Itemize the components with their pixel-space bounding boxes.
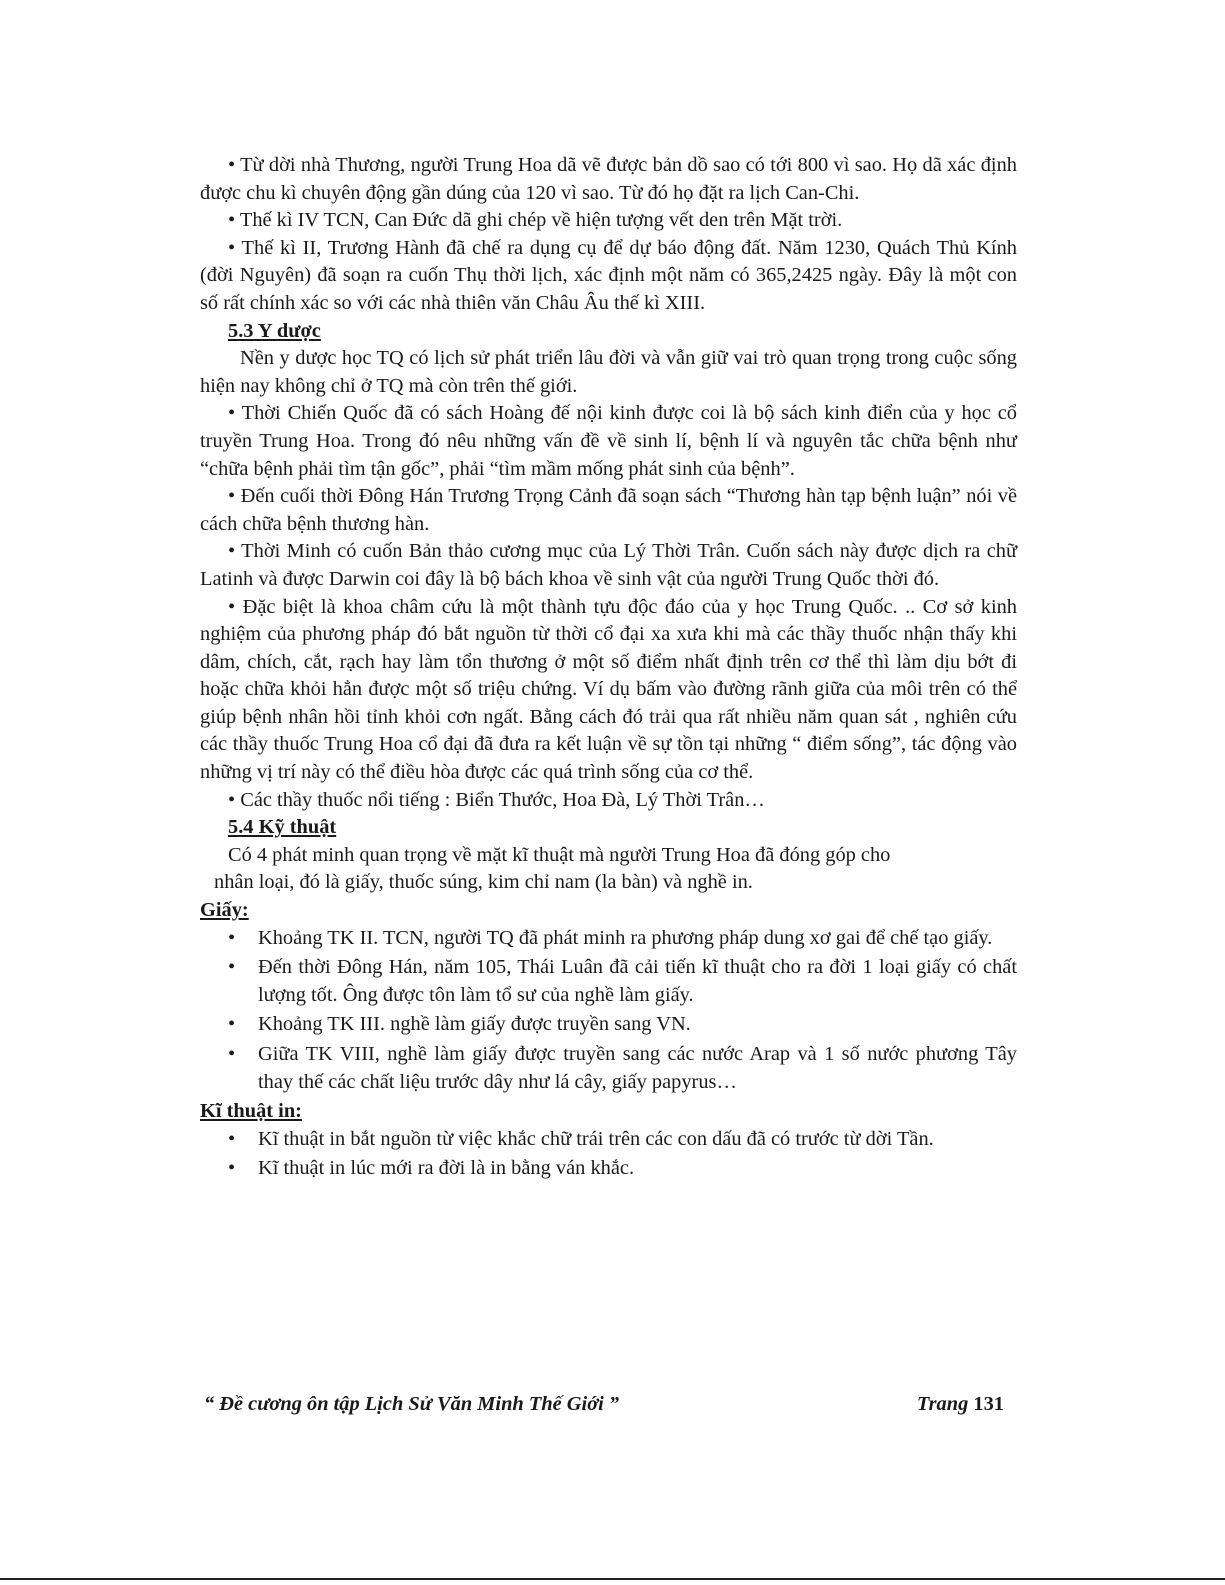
paragraph-medicine-intro: Nền y dược học TQ có lịch sử phát triển lâu đời và vẫn giữ vai trò quan trọng trong cuộc sống hiện nay không chỉ ở TQ mà còn trên thế giới. (200, 347, 1017, 397)
list-item-text: Khoảng TK II. TCN, người TQ đã phát minh ra phương pháp dung xơ gai để chế tạo giấy. (258, 926, 993, 949)
subheading-printing: Kĩ thuật in: (200, 1100, 302, 1123)
section-heading-technology: 5.4 Kỹ thuật (228, 816, 337, 839)
paragraph-astronomy-2 (200, 207, 1017, 235)
page-number (917, 1393, 1004, 1416)
bullet-mark: • (228, 926, 236, 949)
page-bottom-rule (0, 1578, 1225, 1580)
list-item (200, 954, 1017, 1009)
list-item-text: Kĩ thuật in bắt nguồn từ việc khắc chữ trái trên các con dấu đã có trước từ dời Tần. (258, 1127, 934, 1150)
bullet-mark: • (228, 956, 236, 979)
paragraph-medicine-1 (200, 400, 1017, 483)
bullet-mark: • (228, 236, 236, 259)
paragraph-line: Có 4 phát minh quan trọng về mặt kĩ thuật mà người Trung Hoa đã đóng góp cho (228, 843, 891, 866)
bullet-mark: • (228, 402, 236, 425)
page-label: Trang (916, 1393, 969, 1415)
paragraph-astronomy-3 (200, 235, 1017, 318)
document-body (200, 152, 1017, 1185)
page-number-value: 131 (973, 1393, 1004, 1415)
bullet-mark: • (228, 788, 236, 811)
paragraph-medicine-3 (200, 538, 1017, 593)
paragraph-line: nhân loại, đó là giấy, thuốc súng, kim chỉ nam (la bàn) và nghề in. (214, 871, 753, 894)
paragraph-astronomy-1 (200, 152, 1017, 207)
list-item (200, 1011, 1017, 1039)
paragraph-text: Thời Minh có cuốn Bản thảo cương mục của Lý Thời Trân. Cuốn sách này được dịch ra chữ Latinh và được Darwin coi đây là bộ bách khoa về sinh vật của người Trung Quốc thời đó. (200, 540, 1018, 590)
paragraph-medicine-5 (200, 787, 1017, 815)
paragraph-text: Đến cuối thời Đông Hán Trương Trọng Cảnh đã soạn sách “Thương hàn tạp bệnh luận” nói về cách chữa bệnh thương hàn. (200, 485, 1017, 535)
list-item (200, 1155, 1017, 1183)
bullet-mark: • (228, 1013, 236, 1036)
paragraph-text: Các thầy thuốc nổi tiếng : Biển Thước, Hoa Đà, Lý Thời Trân… (240, 788, 765, 811)
paragraph-text: Từ dời nhà Thương, người Trung Hoa dã vẽ được bản dồ sao có tới 800 vì sao. Họ dã xác định được chu kì chuyên động gần dúng của 120 vì sao. Từ đó họ đặt ra lịch Can-Chi. (200, 154, 1017, 204)
bullet-mark: • (228, 209, 236, 232)
bullet-mark: • (228, 1043, 236, 1065)
printing-list (200, 1126, 1017, 1183)
section-heading-medicine: 5.3 Y dược (228, 319, 321, 342)
list-item-text: Khoảng TK III. nghề làm giấy được truyền sang VN. (258, 1013, 691, 1036)
paragraph-text: Thời Chiến Quốc đã có sách Hoàng đế nội kinh được coi là bộ sách kinh điển của y học cổ truyền Trung Hoa. Trong đó nêu những vấn đề về sinh lí, bệnh lí và nguyên tắc chữa bệnh như “chữa bệnh phải tìm tận gốc”, phải “tìm mầm mống phát sinh của bệnh”. (200, 402, 1017, 480)
paragraph-text: Đặc biệt là khoa châm cứu là một thành tựu độc đáo của y học Trung Quốc. .. Cơ sở kinh nghiệm của phương pháp đó bắt nguồn từ thời cổ đại xa xưa khi mà các thầy thuốc nhận thấy khi dâm, chích, cắt, rạch hay làm tổn thương ở một số điểm nhất định trên cơ thể thì làm dịu bớt đi hoặc chữa khỏi hẳn được một số triệu chứng. Ví dụ bấm vào đường rãnh giữa của môi trên có thể giúp bệnh nhân hồi tỉnh khỏi cơn ngất. Bằng cách đó trải qua rất nhiều năm quan sát , nghiên cứu các thầy thuốc Trung Hoa cổ đại đã đưa ra kết luận về sự tồn tại những “ điểm sống”, tác động vào những vị trí này có thể điều hòa được các quá trình sống của cơ thể. (200, 595, 1017, 784)
list-item (200, 925, 1017, 953)
footer-title: “ Đề cương ôn tập Lịch Sử Văn Minh Thế Giới ” (204, 1393, 620, 1415)
bullet-mark: • (228, 485, 236, 508)
list-item (200, 1126, 1017, 1154)
bullet-mark: • (228, 1157, 236, 1180)
bullet-mark: • (228, 540, 236, 563)
paragraph-medicine-2 (200, 483, 1017, 538)
page-footer (204, 1393, 1004, 1416)
list-item-text: Kĩ thuật in lúc mới ra đời là in bằng ván khắc. (258, 1157, 635, 1180)
subheading-paper: Giấy: (200, 899, 249, 922)
list-item-text: Đến thời Đông Hán, năm 105, Thái Luân đã cải tiến kĩ thuật cho ra đời 1 loại giấy có chất lượng tốt. Ông được tôn làm tổ sư của nghề làm giấy. (258, 956, 1017, 1006)
paper-list (200, 925, 1017, 1097)
list-item (200, 1041, 1017, 1096)
list-item-text: Giữa TK VIII, nghề làm giấy được truyền sang các nước Arap và 1 số nước phương Tây thay thế các chất liệu trước dây như lá cây, giấy papyrus… (258, 1043, 1017, 1093)
paragraph-medicine-4 (200, 594, 1017, 787)
paragraph-technology-intro (200, 842, 1017, 897)
bullet-mark: • (228, 595, 236, 618)
paragraph-text: Thế kì IV TCN, Can Đức dã ghi chép về hiện tượng vết den trên Mặt trời. (239, 209, 843, 232)
bullet-mark: • (228, 154, 236, 176)
bullet-mark: • (228, 1127, 236, 1150)
paragraph-text: Thế kì II, Trương Hành đã chế ra dụng cụ để dự báo động đất. Năm 1230, Quách Thủ Kính (đời Nguyên) đã soạn ra cuốn Thụ thời lịch, xác định một năm có 365,2425 ngày. Đây là một con số rất chính xác so với các nhà thiên văn Châu Âu thế kì XIII. (200, 236, 1017, 314)
